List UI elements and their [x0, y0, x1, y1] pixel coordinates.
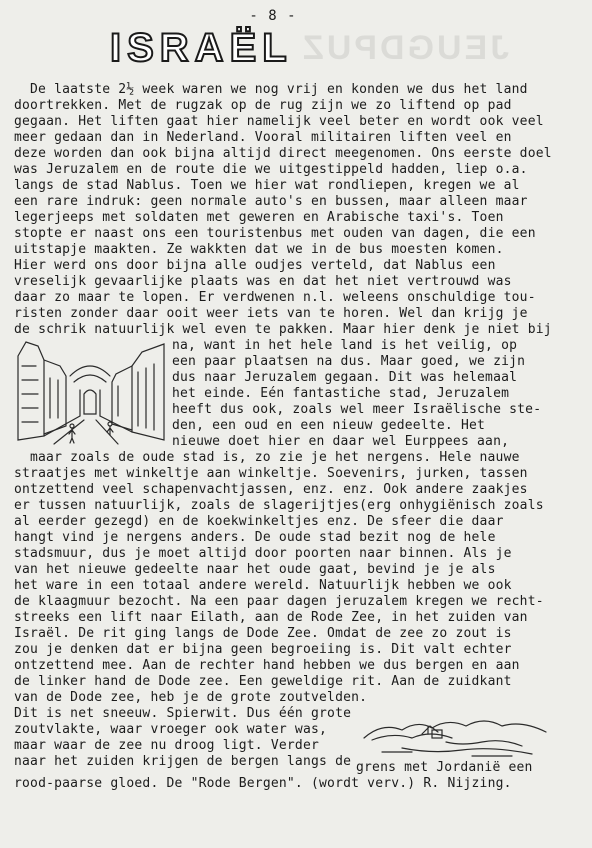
body-line: maar waar de zee nu droog ligt. Verder — [14, 738, 320, 753]
body-line: zou je denken dat er bijna geen begroeiing is. Dit valt echter — [14, 642, 512, 657]
body-line: grens met Jordanië een — [356, 760, 533, 775]
body-line: na, want in het hele land is het veilig, op — [172, 338, 518, 353]
body-line: het ware in een totaal andere wereld. Natuurlijk hebben we ook — [14, 578, 512, 593]
body-line: legerjeeps met soldaten met geweren en Arabische taxi's. Toen — [14, 210, 504, 225]
body-line: het einde. Eén fantastiche stad, Jeruzalem — [172, 386, 510, 401]
body-line: Hier werd ons door bijna alle oudjes verteld, dat Nablus een — [14, 258, 496, 273]
dead-sea-mountains-drawing — [362, 716, 548, 760]
body-line: daar zo maar te lopen. Er verdwenen n.l. weleens onschuldige tou- — [14, 290, 536, 305]
body-line: al eerder gezegd) en de koekwinkeltjes enz. De sfeer die daar — [14, 514, 504, 529]
page-number: - 8 - — [249, 8, 297, 24]
body-line: maar zoals de oude stad is, zo zie je het nergens. Hele nauwe — [30, 450, 520, 465]
body-line: van de Dode zee, heb je de grote zoutvelden. — [14, 690, 368, 705]
body-line: er tussen natuurlijk, zoals de slagerijtjes(erg onhygiënisch zoals — [14, 498, 544, 513]
body-line: een paar plaatsen na dus. Maar goed, we zijn — [172, 354, 526, 369]
body-line: ontzettend veel schapenvachtjassen, enz. enz. Ook andere zaakjes — [14, 482, 528, 497]
article-title: ISRAËL — [110, 26, 293, 70]
body-line: risten zonder daar ooit weer iets van te horen. Wel dan krijg je — [14, 306, 528, 321]
body-line: de schrik natuurlijk wel even te pakken. Maar hier denk je niet bij — [14, 322, 552, 337]
body-line: doortrekken. Met de rugzak op de rug zijn we zo liftend op pad — [14, 98, 512, 113]
body-line: stadsmuur, dus je moet altijd door poorten naar binnen. Als je — [14, 546, 512, 561]
body-line: Israël. De rit ging langs de Dode Zee. Omdat de zee zo zout is — [14, 626, 512, 641]
show-through-text: JEUGDPUZ — [300, 29, 510, 67]
body-line: heeft dus ook, zoals wel meer Israëlische ste- — [172, 402, 542, 417]
body-line: was Jeruzalem en de route die we uitgestippeld hadden, liep o.a. — [14, 162, 528, 177]
body-line: den, een oud en een nieuw gedeelte. Het — [172, 418, 486, 433]
old-city-street-drawing — [14, 336, 170, 450]
body-line: streeks een lift naar Eilath, aan de Rode Zee, in het zuiden van — [14, 610, 528, 625]
body-line: dus naar Jeruzalem gegaan. Dit was helemaal — [172, 370, 518, 385]
body-line: rood-paarse gloed. De "Rode Bergen". (wordt verv.) R. Nijzing. — [14, 776, 512, 791]
body-line: stopte er naast ons een touristenbus met ouden van dagen, die een — [14, 226, 536, 241]
body-line: naar het zuiden krijgen de bergen langs de — [14, 754, 352, 769]
body-line: ontzettend mee. Aan de rechter hand hebben we dus bergen en aan — [14, 658, 520, 673]
body-line: zoutvlakte, waar vroeger ook water was, — [14, 722, 328, 737]
body-line: de klaagmuur bezocht. Na een paar dagen jeruzalem kregen we recht- — [14, 594, 544, 609]
body-line: hangt vind je nergens anders. De oude stad bezit nog de hele — [14, 530, 496, 545]
body-line: deze worden dan ook bijna altijd direct meegenomen. Ons eerste doel — [14, 146, 552, 161]
body-line: nieuwe doet hier en daar wel Eurppees aan, — [172, 434, 510, 449]
body-line: vreselijk gevaarlijke plaats was en dat het niet vertrouwd was — [14, 274, 512, 289]
body-line: meer gedaan dan in Nederland. Vooral militairen liften veel en — [14, 130, 512, 145]
body-line: uitstapje maakten. Ze wakkten dat we in de bus moesten komen. — [14, 242, 504, 257]
body-line: een rare indruk: geen normale auto's en bussen, maar alleen maar — [14, 194, 528, 209]
body-line: gegaan. Het liften gaat hier namelijk veel beter en wordt ook veel — [14, 114, 544, 129]
body-line: straatjes met winkeltje aan winkeltje. Soevenirs, jurken, tassen — [14, 466, 528, 481]
body-line: van het nieuwe gedeelte naar het oude gaat, bevind je je als — [14, 562, 496, 577]
body-line: De laatste 2½ week waren we nog vrij en konden we dus het land — [30, 82, 528, 97]
body-line: Dit is net sneeuw. Spierwit. Dus één grote — [14, 706, 352, 721]
body-line: langs de stad Nablus. Toen we hier wat rondliepen, kregen we al — [14, 178, 520, 193]
body-line: de linker hand de Dode zee. Een geweldige rit. Aan de zuidkant — [14, 674, 512, 689]
